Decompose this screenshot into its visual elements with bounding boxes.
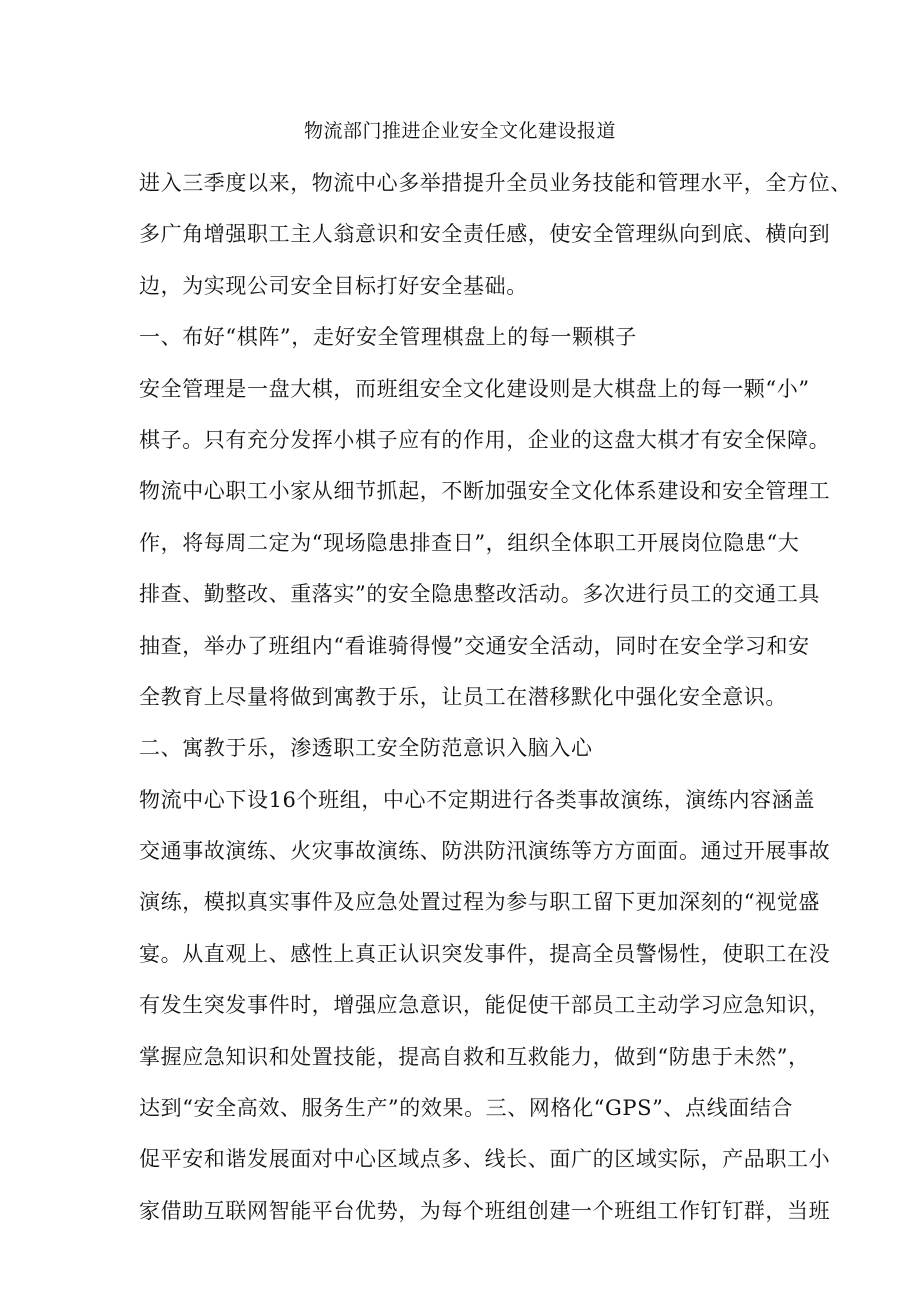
body-line: 棋子。只有充分发挥小棋子应有的作用，企业的这盘大棋才有安全保障。 <box>139 427 831 452</box>
body-line: 宴。从直观上、感性上真正认识突发事件，提高全员警惕性，使职工在没 <box>139 941 831 966</box>
body-line: 促平安和谐发展面对中心区域点多、线长、面广的区域实际，产品职工小 <box>139 1147 831 1172</box>
document-body <box>139 165 852 1244</box>
body-line: 物流中心下设16个班组，中心不定期进行各类事故演练，演练内容涵盖 <box>139 787 815 812</box>
body-line: 多广角增强职工主人翁意识和安全责任感，使安全管理纵向到底、横向到 <box>139 222 831 247</box>
body-line: 安全管理是一盘大棋，而班组安全文化建设则是大棋盘上的每一颗“小” <box>139 376 810 401</box>
body-line: 交通事故演练、火灾事故演练、防洪防汛演练等方方面面。通过开展事故 <box>139 839 831 864</box>
body-line: 家借助互联网智能平台优势，为每个班组创建一个班组工作钉钉群，当班 <box>139 1198 831 1223</box>
section-heading-1: 一、布好“棋阵”，走好安全管理棋盘上的每一颗棋子 <box>139 325 637 350</box>
body-line: 演练，模拟真实事件及应急处置过程为参与职工留下更加深刻的“视觉盛 <box>139 890 820 915</box>
body-line: 有发生突发事件时，增强应急意识，能促使干部员工主动学习应急知识， <box>139 993 831 1018</box>
body-line: 作，将每周二定为“现场隐患排查日”，组织全体职工开展岗位隐患“大 <box>139 530 800 555</box>
section-heading-2: 二、寓教于乐，渗透职工安全防范意识入脑入心 <box>139 736 593 761</box>
document-title: 物流部门推进企业安全文化建设报道 <box>303 120 616 142</box>
body-line: 排查、勤整改、重落实”的安全隐患整改活动。多次进行员工的交通工具 <box>139 582 820 607</box>
body-line: 达到“安全高效、服务生产”的效果。三、网格化“GPS”、点线面结合 <box>139 1096 794 1121</box>
body-line: 掌握应急知识和处置技能，提高自救和互救能力，做到“防患于未然”， <box>139 1044 810 1069</box>
body-line: 进入三季度以来，物流中心多举措提升全员业务技能和管理水平，全方位、 <box>139 171 852 195</box>
body-line: 抽查，举办了班组内“看谁骑得慢”交通安全活动，同时在安全学习和安 <box>139 633 810 658</box>
body-line: 边，为实现公司安全目标打好安全基础。 <box>139 273 528 298</box>
body-line: 物流中心职工小家从细节抓起，不断加强安全文化体系建设和安全管理工 <box>139 479 831 504</box>
body-line: 全教育上尽量将做到寓教于乐，让员工在潜移默化中强化安全意识。 <box>139 684 787 709</box>
